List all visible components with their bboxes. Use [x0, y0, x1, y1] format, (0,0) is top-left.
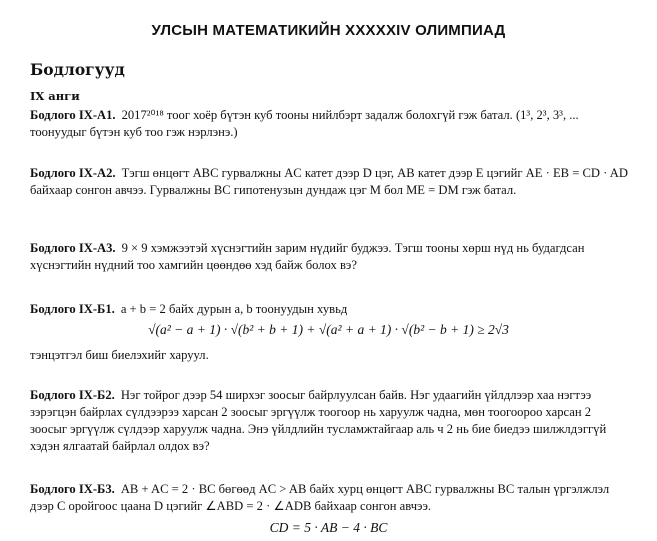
problem-label: Бодлого IX-Б2.	[30, 388, 115, 402]
problem-formula: √(a² − a + 1) · √(b² + b + 1) + √(a² + a + 1) · √(b² − b + 1) ≥ 2√3	[148, 322, 509, 337]
problem-text: AB + AC = 2 · BC бөгөөд AC > AB байх хурц өнцөгт ABC гурвалжны BC талын үргэлжлэл дээр C оройгоос цаана D цэгийг ∠ABD = 2 · ∠ADB байхаар сонгон авчээ.	[30, 482, 610, 513]
problem-label: Бодлого IX-A2.	[30, 166, 116, 180]
problem-text: 9 × 9 хэмжээтэй хүснэгтийн зарим нүдийг буджээ. Тэгш тооны хөрш нүд нь будагдсан хүснэгтийн нүдний тоо хамгийн цөөндөө хэд байж болох вэ?	[30, 241, 585, 272]
page-title: УЛСЫН МАТЕМАТИКИЙН XXXXXIV ОЛИМПИАД	[151, 22, 506, 39]
problem-text: a + b = 2 байх дурын a, b тоонуудын хувьд	[120, 302, 348, 316]
problem-b1	[30, 301, 628, 318]
problem-label: Бодлого IX-Б3.	[30, 482, 115, 496]
grade-heading: IX анги	[30, 89, 80, 103]
problem-a1	[30, 107, 628, 141]
problem-text: 2017²⁰¹⁸ тоог хоёр бүтэн куб тооны нийлбэрт задалж болохгүй гэж батал. (1³, 2³, 3³, ... тоонуудыг бүтэн куб тоо гэж нэрлэнэ.)	[30, 108, 579, 139]
problem-text: Нэг тойрог дээр 54 ширхэг зоосыг байрлуулсан байв. Нэг удаагийн үйлдлээр хаа нэгтээ зэрэгцэн байрлах сүлдээрээ харсан 2 зоосыг эргүүлж тоогоор нь харуулж чадна, мөн тоогоороо харсан 2 зоосыг эргүүлж сүлдээр харуулж чадна. Энэ үйлдлийн тусламжтайгаар аль ч 2 нь бие биедээ шилжлдэггүй хэдэн ялгаатай байрлал олдох вэ?	[30, 388, 607, 453]
problem-after-text: тэнцэтгэл биш биелэхийг харуул.	[30, 348, 209, 362]
problem-b2	[30, 387, 628, 455]
problem-label: Бодлого IX-A3.	[30, 241, 116, 255]
problem-a3	[30, 240, 628, 274]
problem-b3	[30, 481, 628, 515]
section-heading: Бодлогууд	[30, 60, 125, 79]
problem-formula: CD = 5 · AB − 4 · BC	[269, 520, 388, 535]
problem-label: Бодлого IX-Б1.	[30, 302, 115, 316]
problem-label: Бодлого IX-A1.	[30, 108, 116, 122]
problem-text: Тэгш өнцөгт ABC гурвалжны AC катет дээр D цэг, AB катет дээр E цэгийг AE · EB = CD · AD байхаар сонгон авчээ. Гурвалжны BC гипотенузын дундаж цэг M бол ME = DM гэж батал.	[30, 166, 628, 197]
problem-a2	[30, 165, 628, 199]
